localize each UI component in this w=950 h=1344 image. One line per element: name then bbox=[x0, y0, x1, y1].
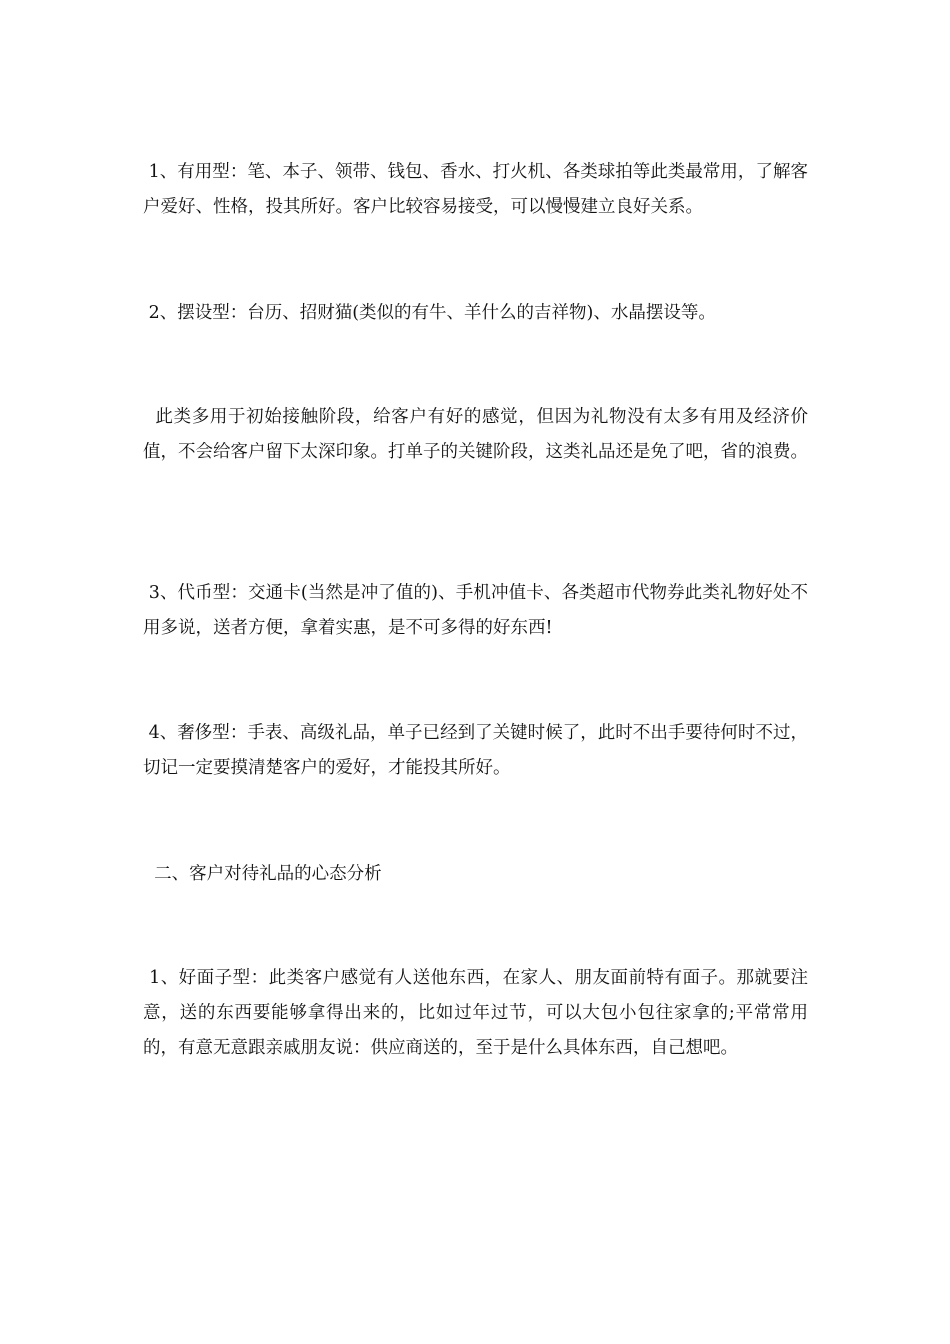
paragraph-luxury-type: 4、奢侈型：手表、高级礼品，单子已经到了关键时候了，此时不出手要待何时不过，切记一定要摸清楚客户的爱好，才能投其所好。 bbox=[143, 723, 808, 778]
paragraph-decor-type: 2、摆设型：台历、招财猫(类似的有牛、羊什么的吉祥物)、水晶摆设等。 bbox=[143, 303, 716, 323]
paragraph-face-type: 1、好面子型：此类客户感觉有人送他东西，在家人、朋友面前特有面子。那就要注意，送的东西要能够拿得出来的，比如过年过节，可以大包小包往家拿的;平常常用的，有意无意跟亲戚朋友说：供应商送的，至于是什么具体东西，自己想吧。 bbox=[143, 968, 808, 1058]
paragraph-voucher-type: 3、代币型：交通卡(当然是冲了值的)、手机冲值卡、各类超市代物券此类礼物好处不用多说，送者方便，拿着实惠，是不可多得的好东西! bbox=[143, 583, 808, 638]
section-heading-customer-mindset: 二、客户对待礼品的心态分析 bbox=[143, 864, 382, 884]
paragraph-decor-note: 此类多用于初始接触阶段，给客户有好的感觉，但因为礼物没有太多有用及经济价值，不会给客户留下太深印象。打单子的关键阶段，这类礼品还是免了吧，省的浪费。 bbox=[143, 407, 808, 462]
paragraph-useful-type: 1、有用型：笔、本子、领带、钱包、香水、打火机、各类球拍等此类最常用，了解客户爱好、性格，投其所好。客户比较容易接受，可以慢慢建立良好关系。 bbox=[143, 162, 808, 217]
